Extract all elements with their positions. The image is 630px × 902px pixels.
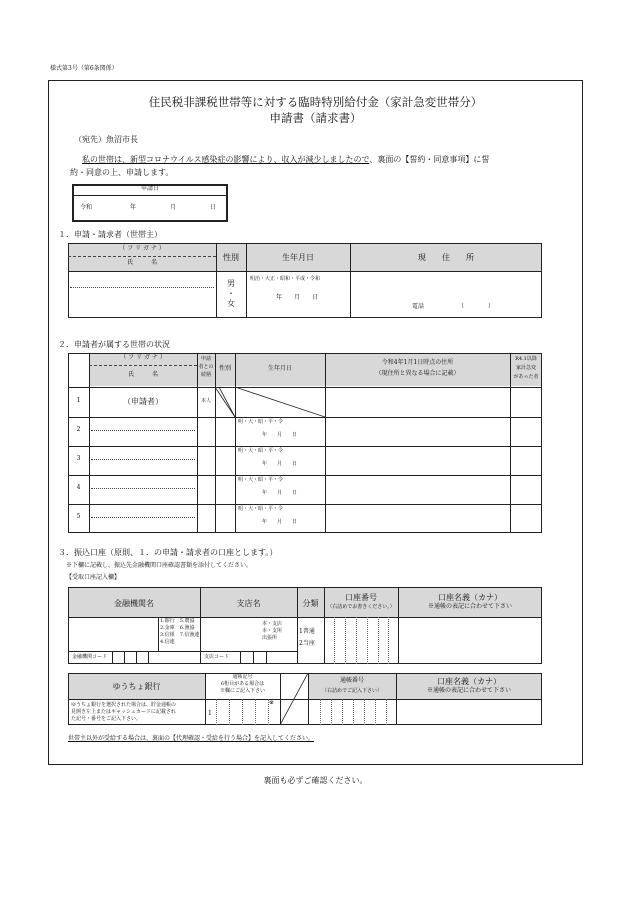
s1-eras[interactable]: 明治・大正・昭和・平成・令和: [250, 276, 321, 282]
bank-type-1[interactable]: 1.銀行 5.農協: [160, 618, 195, 624]
type-header: 分類: [302, 599, 319, 608]
s2-sex-header: 性別: [218, 365, 231, 372]
row1-cross: [235, 387, 325, 417]
yucho-num-note: （右詰めでご記入下さい）: [321, 688, 382, 694]
row-no: 5: [76, 513, 81, 520]
intro-text: [82, 155, 489, 164]
section3-heading: ３．振込口座（原則、１．の申請・請求者の口座とします。）: [58, 548, 278, 557]
row1-sex-slash: [215, 387, 235, 417]
account-no-header: 口座番号: [345, 593, 377, 602]
yucho-holder-header: 口座名義（カナ）: [437, 677, 501, 686]
date-header: 申請日: [140, 185, 159, 192]
date-day[interactable]: 日: [210, 204, 217, 211]
intro-underlined: 私の世帯は、新型コロナウイルス感染症の影響により、収入が減少しましたので: [82, 155, 370, 164]
row-eras[interactable]: 明・大・昭・平・令: [238, 506, 284, 512]
type-checking[interactable]: 2当座: [299, 640, 315, 647]
s2-furigana-header: （ フ リ ガ ナ ）: [120, 354, 166, 361]
row-ymd[interactable]: 年 月 日: [262, 432, 298, 438]
yucho-desc-3: た記号・番号をご記入下さい。: [71, 716, 142, 722]
s1-furigana-header: （ フ リ ガ ナ ）: [119, 245, 165, 252]
s2-address-h1: 令和4年1月1日時点の住所: [381, 359, 454, 366]
section3-note: ※下欄に記載し、振込先金融機関口座確認書類を添付してください。: [66, 562, 253, 569]
s1-birth-header: 生年月日: [282, 253, 314, 262]
s2-sudden-h3: があった者: [513, 374, 539, 380]
branch-type-2[interactable]: 本・支所: [262, 628, 283, 634]
date-era[interactable]: 令和: [80, 204, 93, 211]
branch-name-header: 支店名: [236, 599, 261, 608]
yucho-num-header: 通帳番号: [339, 677, 364, 684]
row1-no: 1: [76, 397, 81, 404]
s2-relation-h3: 続柄: [200, 372, 211, 378]
s1-sex-male[interactable]: 男: [227, 279, 235, 288]
s1-ymd[interactable]: 年 月 日: [276, 294, 319, 301]
type-savings[interactable]: 1普通: [299, 628, 315, 635]
section2-heading: ２．申請者が属する世帯の状況: [58, 340, 170, 349]
s2-relation-h2: 者との: [198, 364, 214, 370]
footer-note: 裏面も必ずご確認ください。: [263, 776, 368, 785]
s1-address-header: 現 住 所: [418, 253, 474, 262]
yucho-mark: ※: [269, 699, 275, 706]
s2-birth-header: 生年月日: [267, 365, 292, 372]
branch-type-3[interactable]: 出張所: [262, 635, 278, 641]
row1-name: （申請者）: [123, 397, 163, 406]
row-ymd[interactable]: 年 月 日: [262, 490, 298, 496]
addressee: （宛先）魚沼市長: [74, 135, 138, 144]
row-ymd[interactable]: 年 月 日: [262, 461, 298, 467]
row-no: 4: [76, 484, 81, 491]
account-no-note: （右詰めでお書きください。）: [327, 604, 395, 610]
row-no: 3: [76, 455, 81, 462]
section1-heading: １．申請・請求者（世帯主）: [58, 230, 162, 239]
s1-sex-dot: ・: [227, 289, 235, 298]
holder-header: 口座名義（カナ）: [438, 593, 502, 602]
s2-address-h2: （現住所と異なる場合に記載）: [375, 370, 460, 377]
yucho-holder-note: ※通帳の表記に合わせて下さい: [426, 687, 511, 694]
yucho-code-h1: 通帳記号: [232, 674, 253, 680]
row-ymd[interactable]: 年 月 日: [262, 519, 298, 525]
yucho-code-h2: 6桁目がある場合は: [220, 681, 265, 687]
date-month[interactable]: 月: [170, 204, 177, 211]
branch-type-1[interactable]: 本・支店: [262, 621, 283, 627]
s1-phone-paren[interactable]: （ ）: [458, 303, 495, 310]
yucho-one: 1: [208, 710, 212, 717]
holder-note: ※通帳の表記に合わせて下さい: [427, 603, 512, 610]
row-eras[interactable]: 明・大・昭・平・令: [238, 477, 284, 483]
section3-label: 【受取口座記入欄】: [66, 574, 121, 581]
intro-line2: 約・同意の上、申請します。: [70, 168, 174, 177]
row-eras[interactable]: 明・大・昭・平・令: [238, 448, 284, 454]
yucho-code-h3: ※欄にご記入下さい: [219, 688, 265, 694]
form-subtitle: 申請書（請求書）: [269, 111, 362, 125]
bank-type-4[interactable]: 4.信連: [160, 639, 175, 645]
date-year[interactable]: 年: [130, 204, 137, 211]
s2-sudden-h2: 家計急変: [515, 365, 536, 371]
s2-relation-h1: 申請: [200, 356, 211, 362]
bank-type-3[interactable]: 3.信組 7.信漁連: [160, 632, 200, 638]
s1-sex-female[interactable]: 女: [227, 299, 235, 308]
form-number: 様式第3号（第6条関係）: [50, 65, 118, 72]
bank-type-2[interactable]: 2.金庫 6.漁協: [160, 625, 195, 631]
yucho-desc-2: 見開き左上またはキャッシュカードに記載され: [71, 709, 176, 715]
row-no: 2: [76, 426, 81, 433]
s1-name-header: 氏 名: [126, 259, 157, 266]
s1-phone-label: 電話: [412, 303, 425, 310]
row-eras[interactable]: 明・大・昭・平・令: [238, 419, 284, 425]
branch-code-label: 支店コード: [204, 654, 230, 660]
row1-relation: 本人: [200, 398, 211, 404]
yucho-desc-1: ゆうちょ銀行を選択された場合は、貯金通帳の: [71, 702, 177, 708]
s1-sex-header: 性別: [223, 253, 239, 262]
proxy-note: 世帯主以外が受給する場合は、裏面の【代理確認・受給を行う場合】を記入してください。: [68, 735, 315, 742]
s2-name-header: 氏 名: [127, 371, 158, 378]
bank-name-header: 金融機関名: [114, 599, 154, 608]
bank-code-label: 金融機関コード: [72, 654, 108, 660]
yucho-slash: [280, 673, 308, 725]
form-title: 住民税非課税世帯等に対する臨時特別給付金（家計急変世帯分）: [148, 95, 483, 109]
yucho-header: ゆうちょ銀行: [112, 682, 161, 691]
s2-sudden-h1: R4.1以降: [515, 356, 537, 362]
intro-rest: 、裏面の【誓約・同意事項】に誓: [369, 155, 490, 164]
